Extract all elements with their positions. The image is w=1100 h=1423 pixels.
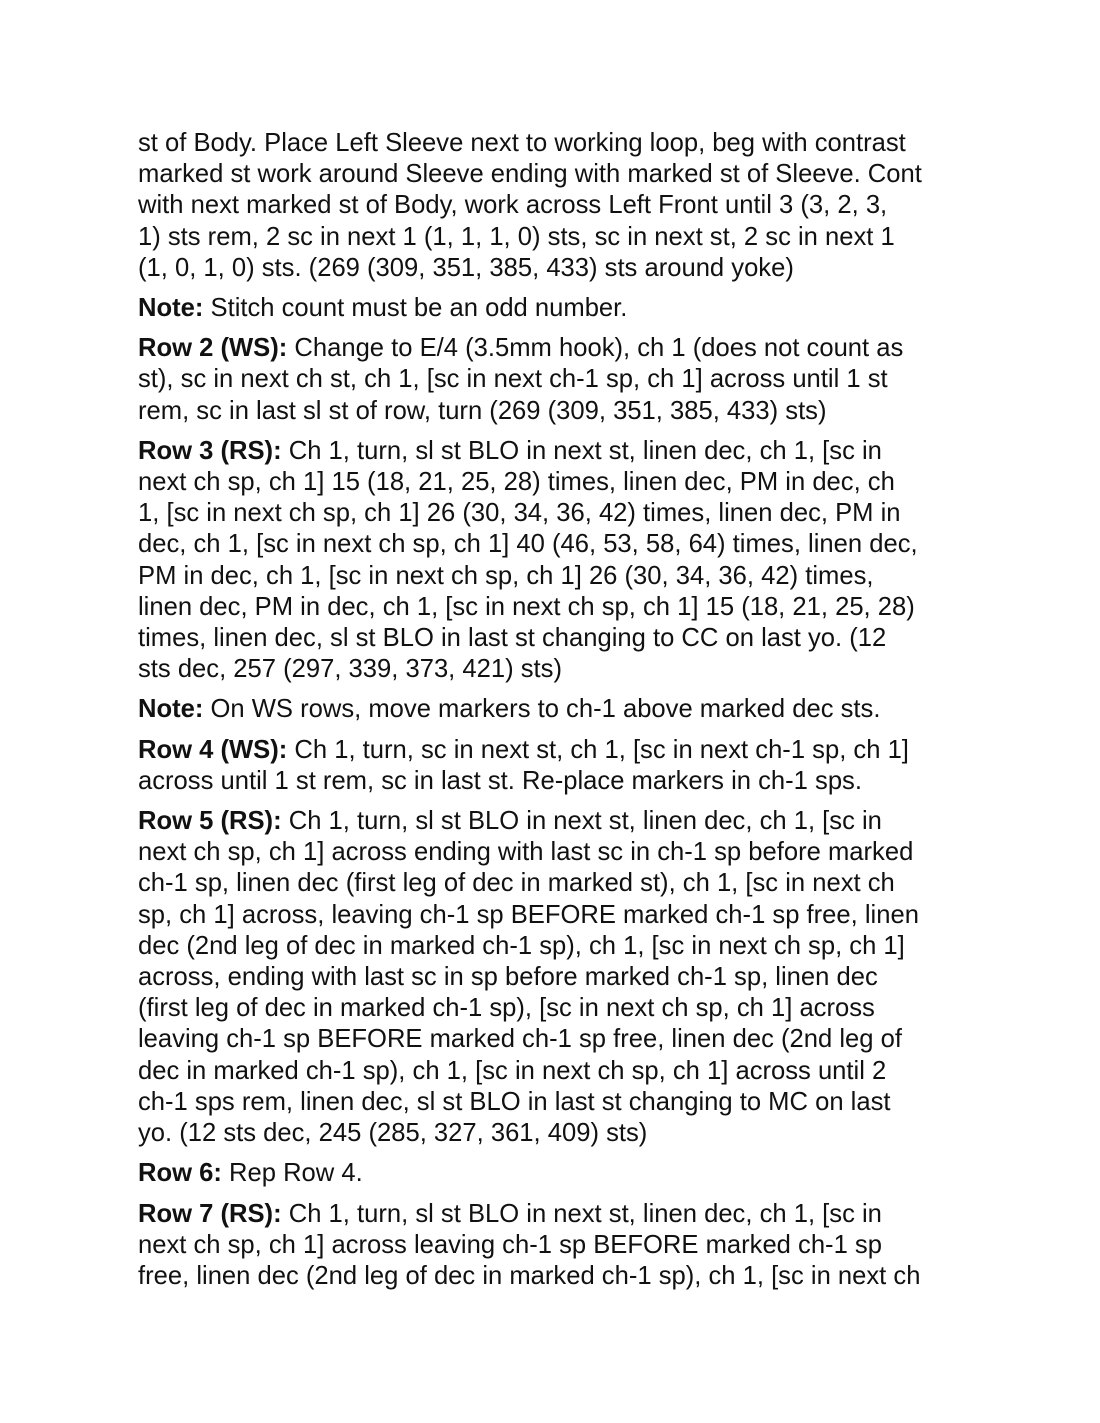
paragraph-continuation [138,128,968,284]
paragraph-text: Change to E/4 (3.5mm hook), ch 1 (does not count as st), sc in next ch st, ch 1, [sc in next ch-1 sp, ch 1] across until 1 st rem, sc in last sl st of row, turn (269 (309, 351, 385, 433) sts) [138,334,904,425]
paragraph-text: Ch 1, turn, sl st BLO in next st, linen dec, ch 1, [sc in next ch sp, ch 1] across ending with last sc in ch-1 sp before marked ch-1 sp, linen dec (first leg of dec in marked st), ch 1, [sc in next ch sp, ch 1] across, leaving ch-1 sp BEFORE marked ch-1 sp free, linen dec (2nd leg of dec in marked ch-1 sp), ch 1, [sc in next ch sp, ch 1] across, ending with last sc in sp before marked ch-1 sp, linen dec (first leg of dec in marked ch-1 sp), [sc in next ch sp, ch 1] across leaving ch-1 sp BEFORE marked ch-1 sp free, linen dec (2nd leg of dec in marked ch-1 sp), ch 1, [sc in next ch sp, ch 1] across until 2 ch-1 sps rem, linen dec, sl st BLO in last st changing to MC on last yo. (12 sts dec, 245 (285, 327, 361, 409) sts) [138,807,919,1148]
paragraph-label: Row 5 (RS): [138,807,282,836]
paragraph-text: On WS rows, move markers to ch-1 above marked dec sts. [203,695,881,724]
paragraph-text: Stitch count must be an odd number. [203,294,628,323]
paragraph-label: Row 2 (WS): [138,334,288,363]
paragraph-text: st of Body. Place Left Sleeve next to working loop, beg with contrast marked st work around Sleeve ending with marked st of Sleeve. Cont with next marked st of Body, work across Left Front until 3 (3, 2, 3, 1) sts rem, 2 sc in next 1 (1, 1, 1, 0) sts, sc in next st, 2 sc in next 1 (1, 0, 1, 0) sts. (269 (309, 351, 385, 433) sts around yoke) [138,129,922,282]
paragraph-label: Note: [138,695,204,724]
paragraph-label: Note: [138,294,204,323]
paragraph-text: Ch 1, turn, sl st BLO in next st, linen dec, ch 1, [sc in next ch sp, ch 1] across leaving ch-1 sp BEFORE marked ch-1 sp free, linen dec (2nd leg of dec in marked ch-1 sp), ch 1, [sc in next ch [138,1199,921,1290]
paragraph-note-stitch-count [138,293,968,324]
paragraph-row-4 [138,735,968,797]
paragraph-row-3 [138,436,968,686]
paragraph-text: Ch 1, turn, sl st BLO in next st, linen dec, ch 1, [sc in next ch sp, ch 1] 15 (18, 21, 25, 28) times, linen dec, PM in dec, ch 1, [sc in next ch sp, ch 1] 26 (30, 34, 36, 42) times, linen dec, PM in dec, ch 1, [sc in next ch sp, ch 1] 40 (46, 53, 58, 64) times, linen dec, PM in dec, ch 1, [sc in next ch sp, ch 1] 26 (30, 34, 36, 42) times, linen dec, PM in dec, ch 1, [sc in next ch sp, ch 1] 15 (18, 21, 25, 28) times, linen dec, sl st BLO in last st changing to CC on last yo. (12 sts dec, 257 (297, 339, 373, 421) sts) [138,436,918,684]
paragraph-row-7 [138,1199,968,1293]
paragraph-label: Row 4 (WS): [138,735,288,764]
paragraph-text: Ch 1, turn, sc in next st, ch 1, [sc in next ch-1 sp, ch 1] across until 1 st rem, sc in last st. Re-place markers in ch-1 sps. [138,735,909,795]
paragraph-text: Rep Row 4. [221,1159,363,1188]
paragraph-label: Row 7 (RS): [138,1199,282,1228]
paragraph-label: Row 3 (RS): [138,436,282,465]
document-page [138,128,968,1301]
paragraph-row-2 [138,333,968,427]
paragraph-note-markers [138,694,968,725]
paragraph-row-5 [138,806,968,1149]
paragraph-row-6 [138,1158,968,1189]
paragraph-label: Row 6: [138,1159,222,1188]
